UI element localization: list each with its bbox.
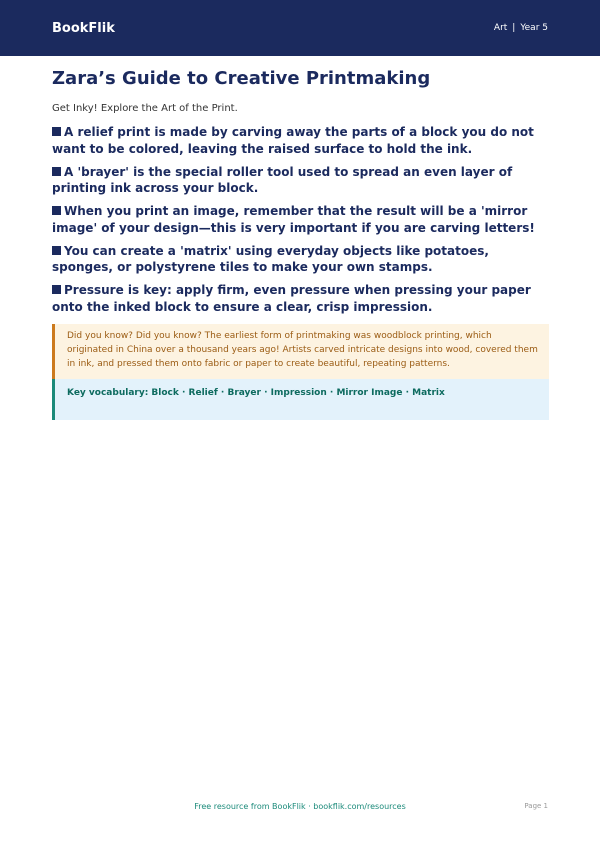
fact-item — [52, 203, 549, 236]
header-meta — [494, 23, 548, 33]
fact-text: You can create a 'matrix' using everyday objects like potatoes, sponges, or polystyrene tiles to make your own stamps. — [52, 243, 489, 274]
grade-label: Year 5 — [520, 23, 548, 33]
meta-separator: | — [512, 23, 516, 33]
footer-resource-link[interactable]: Free resource from BookFlik · bookflik.com/resources — [194, 802, 406, 811]
page-title: Zara’s Guide to Creative Printmaking — [52, 68, 431, 89]
square-bullet-icon — [52, 167, 61, 176]
fact-item — [52, 243, 549, 276]
fact-text: A relief print is made by carving away the parts of a block you do not want to be colored, leaving the raised surface to hold the ink. — [52, 125, 534, 156]
square-bullet-icon — [52, 127, 61, 136]
subject-label: Art — [493, 23, 508, 33]
square-bullet-icon — [52, 285, 61, 294]
page-number: Page 1 — [524, 802, 548, 810]
fact-item — [52, 282, 549, 315]
square-bullet-icon — [52, 246, 61, 255]
page-subtitle: Get Inky! Explore the Art of the Print. — [52, 103, 238, 114]
square-bullet-icon — [52, 206, 61, 215]
main-content — [52, 62, 549, 420]
fact-text: When you print an image, remember that the result will be a 'mirror image' of your design—this is very important if you are carving letters! — [52, 204, 535, 235]
did-you-know-callout: Did you know? Did you know? The earliest form of printmaking was woodblock printing, which originated in China over a thousand years ago! Artists carved intricate designs into wood, covered them in ink, and pressed them onto fabric or paper to create beautiful, repeating patterns. — [52, 324, 549, 379]
key-vocabulary-box: Key vocabulary: Block · Relief · Brayer · Impression · Mirror Image · Matrix — [52, 379, 549, 420]
header-bar — [0, 0, 600, 56]
fact-list — [52, 124, 549, 315]
fact-item — [52, 124, 549, 157]
fact-text: Pressure is key: apply firm, even pressure when pressing your paper onto the inked block to ensure a clear, crisp impression. — [52, 283, 531, 314]
fact-item — [52, 164, 549, 197]
fact-text: A 'brayer' is the special roller tool used to spread an even layer of printing ink across your block. — [52, 164, 513, 195]
brand-logo[interactable]: BookFlik — [52, 20, 115, 36]
